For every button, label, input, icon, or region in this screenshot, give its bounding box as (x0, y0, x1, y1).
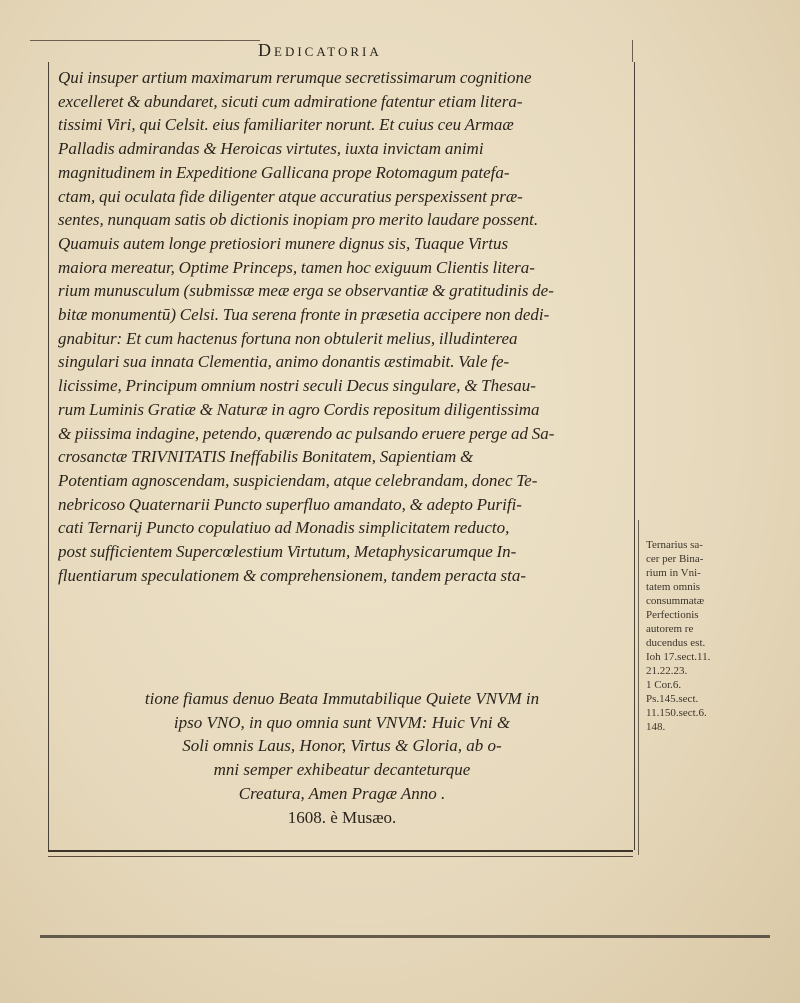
margin-note-line: 21.22.23. (646, 665, 688, 677)
closing-line: Soli omnis Laus, Honor, Virtus & Gloria, ab o- (182, 736, 502, 756)
header-rule (30, 40, 260, 41)
body-text (58, 66, 626, 587)
text-line: ctam, qui oculata fide diligenter atque accuratius perspexissent præ- (58, 186, 523, 206)
closing-date: 1608. è Musæo. (287, 807, 397, 827)
text-line: sentes, nunquam satis ob dictionis inopiam pro merito laudare possent. (58, 210, 539, 230)
closing-line: Creatura, Amen Pragæ Anno . (238, 783, 446, 803)
text-line: nebricoso Quaternarii Puncto superfluo amandato, & adepto Purifi- (58, 494, 522, 514)
text-line: crosanctæ TRIVNITATIS Ineffabilis Bonitatem, Sapientiam & (58, 447, 474, 467)
margin-note-line: Ioh 17.sect.11. (646, 651, 711, 663)
margin-note-line: Ternarius sa- (646, 539, 703, 551)
text-line: maiora mereatur, Optime Princeps, tamen hoc exiguum Clientis litera- (58, 257, 535, 277)
text-line: rium munusculum (submissæ meæ erga se observantiæ & gratitudinis de- (58, 281, 554, 301)
margin-note-line: ducendus est. (646, 637, 706, 649)
margin-rule (638, 520, 639, 855)
closing-line: ipso VNO, in quo omnia sunt VNVM: Huic Vni & (173, 712, 511, 732)
text-line: licissime, Principum omnium nostri seculi Decus singulare, & Thesau- (58, 376, 536, 396)
running-head: Dedicatoria (258, 40, 382, 60)
text-line: singulari sua innata Clementia, animo donantis æstimabit. Vale fe- (58, 352, 510, 372)
bottom-edge-mark (40, 935, 770, 938)
margin-note-line: rium in Vni- (646, 567, 701, 579)
margin-note-line: Ps.145.sect. (646, 693, 699, 705)
text-line: Qui insuper artium maximarum rerumque secretissimarum cognitione (58, 68, 532, 87)
margin-note-line: consummatæ (646, 595, 705, 607)
header-rule-right (632, 40, 633, 62)
margin-note-line: Perfectionis (646, 609, 699, 621)
margin-note-line: 11.150.sect.6. (646, 707, 707, 719)
frame-bottom-rule (48, 850, 633, 852)
text-line: Potentiam agnoscendam, suspiciendam, atque celebrandam, donec Te- (58, 470, 538, 490)
text-line: Quamuis autem longe pretiosiori munere dignus sis, Tuaque Virtus (58, 233, 509, 253)
margin-note-line: 1 Cor.6. (646, 679, 682, 691)
closing-text (58, 687, 626, 829)
text-line: fluentiarum speculationem & comprehensionem, tandem peracta sta- (58, 565, 527, 585)
margin-note-line: 148. (646, 721, 666, 733)
text-line: tissimi Viri, qui Celsit. eius familiariter norunt. Et cuius ceu Armaæ (58, 115, 514, 135)
text-line: & piissima indagine, petendo, quærendo ac pulsando eruere perge ad Sa- (58, 423, 555, 443)
frame-bottom-rule-thin (48, 856, 633, 857)
margin-note (646, 538, 746, 734)
text-line: gnabitur: Et cum hactenus fortuna non obtulerit melius, illudinterea (58, 328, 518, 348)
text-line: excelleret & abundaret, sicuti cum admiratione fatentur etiam litera- (58, 91, 523, 111)
closing-line: mni semper exhibeatur decanteturque (213, 760, 471, 780)
text-line: post sufficientem Supercœlestium Virtutum, Metaphysicarumque In- (58, 542, 517, 562)
margin-note-line: tatem omnis (646, 581, 701, 593)
margin-note-line: autorem re (646, 623, 694, 635)
text-line: rum Luminis Gratiæ & Naturæ in agro Cordis repositum diligentissima (58, 399, 540, 419)
closing-line: tione fiamus denuo Beata Immutabilique Quiete VNVM in (144, 689, 540, 708)
text-line: cati Ternarij Puncto copulatiuo ad Monadis simplicitatem reducto, (58, 518, 510, 538)
text-line: Palladis admirandas & Heroicas virtutes, iuxta invictam animi (58, 139, 484, 159)
margin-note-line: cer per Bina- (646, 553, 704, 565)
text-line: magnitudinem in Expeditione Gallicana prope Rotomagum patefa- (58, 162, 510, 182)
text-line: bitæ monumentū) Celsi. Tua serena fronte in præsetia accipere non dedi- (58, 305, 550, 325)
